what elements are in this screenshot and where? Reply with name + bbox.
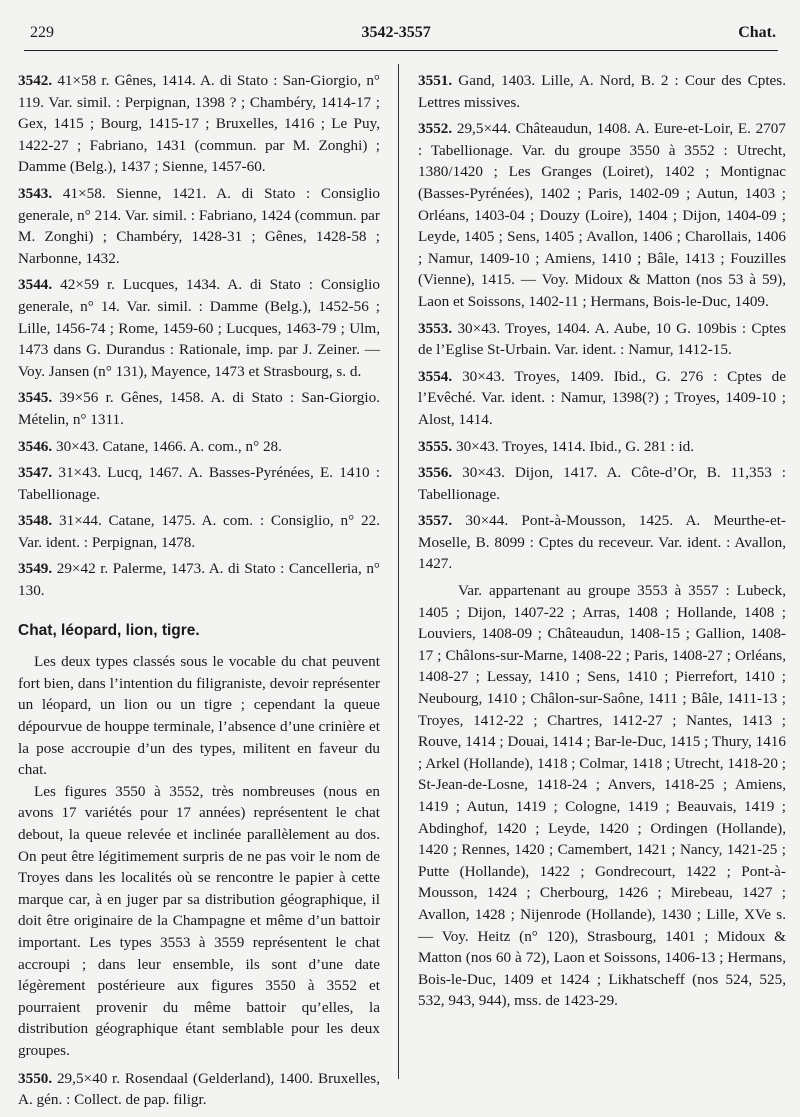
page-number: 229	[30, 24, 54, 41]
entry-3543	[18, 183, 380, 269]
entry-3549	[18, 558, 380, 601]
entry-number: 3551.	[418, 72, 453, 89]
entry-text: 29,5×44. Châteaudun, 1408. A. Eure-et-Loir, E. 2707 : Tabellionage. Var. du groupe 3550 à 3552 : Utrecht, 1380/1420 ; Les Granges (Loiret), 1402 ; Montignac (Basses-Pyrénées), 1402 ; Paris, 1402-09 ; Autun, 1403 ; Orléans, 1403-04 ; Douzy (Loire), 1404 ; Dijon, 1404-09 ; Leyde, 1405 ; Sens, 1405 ; Avallon, 1406 ; Charollais, 1406 ; Namur, 1409-10 ; Amiens, 1410 ; Bâle, 1413 ; Fouzilles (Vienne), 1415. — Voy. Midoux & Matton (nos 53 à 59), Laon et Soissons, 1402-11 ; Hermans, Bois-le-Duc, 1409.	[418, 120, 786, 310]
entry-3548	[18, 510, 380, 553]
entry-text: 42×59 r. Lucques, 1434. A. di Stato : Consiglio generale, n° 14. Var. simil. : Damme (Belg.), 1452-56 ; Lille, 1456-74 ; Rome, 1459-60 ; Lucques, 1463-79 ; Ulm, 1473 dans G. Durandus : Rationale, imp. par J. Zeiner. — Voy. Jansen (n° 131), Mayence, 1473 et Strasbourg, s. d.	[18, 276, 381, 380]
entry-number: 3554.	[418, 367, 453, 385]
entry-number: 3555.	[418, 437, 453, 455]
page-header	[30, 22, 776, 48]
entry-text: 31×44. Catane, 1475. A. com. : Consiglio, n° 22. Var. ident. : Perpignan, 1478.	[18, 512, 380, 551]
entry-3557	[418, 510, 786, 575]
right-entry-list	[418, 70, 786, 575]
entry-number: 3544.	[18, 276, 53, 294]
entry-text: 30×43. Troyes, 1409. Ibid., G. 276 : Cptes de l’Evêché. Var. ident. : Namur, 1398(?) ; Troyes, 1409-10 ; Alost, 1414.	[418, 367, 786, 428]
entry-number: 3550.	[18, 1069, 53, 1087]
variants-paragraph: Var. appartenant au groupe 3553 à 3557 : Lubeck, 1405 ; Dijon, 1407-22 ; Arras, 1408 ; Hollande, 1408 ; Louviers, 1408-09 ; Châteaudun, 1408-15 ; Gallion, 1408-17 ; Châlons-sur-Marne, 1408-22 ; Paris, 1408-27 ; Orléans, 1408-27 ; Lessay, 1410 ; Sens, 1410 ; Pierrefort, 1410 ; Neubourg, 1410 ; Châlon-sur-Saône, 1411 ; Bâle, 1411-13 ; Troyes, 1412-22 ; Chartres, 1412-27 ; Nantes, 1413 ; Rouve, 1414 ; Douai, 1414 ; Bar-le-Duc, 1415 ; Thury, 1416 ; Arkel (Hollande), 1418 ; Colmar, 1418 ; Utrecht, 1418-20 ; St-Jean-de-Losne, 1418-24 ; Anvers, 1418-25 ; Amiens, 1419 ; Autun, 1419 ; Cologne, 1419 ; Beauvais, 1419 ; Abdinghof, 1420 ; Leyde, 1420 ; Ordingen (Hollande), 1420 ; Rennes, 1420 ; Camembert, 1421 ; Nancy, 1421-25 ; Putte (Hollande), 1422 ; Gondrecourt, 1422 ; Pont-à-Mousson, 1424 ; Cherbourg, 1426 ; Mirebeau, 1427 ; Avallon, 1428 ; Nijenrode (Hollande), 1430 ; Lille, XVe s. — Voy. Heitz (n° 120), Strasbourg, 1401 ; Midoux & Matton (nos 60 à 72), Laon et Soissons, 1406-13 ; Hermans, Bois-le-Duc, 1409 et 1424 ; Likhatscheff (nos 524, 525, 532, 943, 944), mss. de 1423-29.	[418, 582, 786, 1010]
entry-3551	[418, 70, 786, 113]
intro-paragraph-2: Les figures 3550 à 3552, très nombreuses (nous en avons 17 variétés pour 17 années) représentent le chat debout, la queue relevée et inclinée parallèlement au dos. On peut être légitimement surpris de ne pas voir le nom de Troyes dans les localités où se rencontre le papier à cette marque car, à en juger par sa distribution géographique, il doit être originaire de la Champagne et même d’un battoir important. Les types 3553 à 3559 représentent le chat accroupi ; dans leur ensemble, ils sont d’une date légèrement postérieure aux figures 3550 à 3552 et pourraient provenir du même battoir qu’elles, la distribution géographique étant semblable pour les deux groupes.	[18, 782, 380, 1059]
entry-number: 3543.	[18, 184, 53, 202]
entry-3553	[418, 318, 786, 361]
entry-number: 3542.	[18, 72, 53, 89]
entry-text: 39×56 r. Gênes, 1458. A. di Stato : San-Giorgio. Mételin, n° 1311.	[18, 389, 381, 428]
entry-3547	[18, 462, 380, 505]
entry-3555	[418, 436, 786, 458]
entry-text: 30×43. Dijon, 1417. A. Côte-d’Or, B. 11,353 : Tabellionage.	[418, 464, 787, 503]
entry-number: 3552.	[418, 120, 453, 138]
entry-3550	[18, 1068, 380, 1111]
entry-text: Gand, 1403. Lille, A. Nord, B. 2 : Cour des Cptes. Lettres missives.	[418, 72, 787, 111]
right-column	[418, 70, 786, 1012]
entry-text: 30×43. Troyes, 1414. Ibid., G. 281 : id.	[455, 437, 695, 455]
left-entry-list	[18, 70, 380, 602]
section-title: Chat, léopard, lion, tigre.	[18, 621, 200, 639]
left-column	[18, 70, 380, 1116]
entry-number: 3556.	[418, 464, 453, 482]
entry-number: 3553.	[418, 319, 453, 337]
entry-3546	[18, 436, 380, 458]
entry-text: 31×43. Lucq, 1467. A. Basses-Pyrénées, E. 1410 : Tabellionage.	[18, 464, 381, 503]
entry-3545	[18, 387, 380, 430]
entry-3552	[418, 118, 786, 312]
entry-3544	[18, 274, 380, 382]
entry-3556	[418, 462, 786, 505]
entry-text: 29×42 r. Palerme, 1473. A. di Stato : Cancelleria, n° 130.	[18, 560, 381, 600]
entry-text: 29,5×40 r. Rosendaal (Gelderland), 1400. Bruxelles, A. gén. : Collect. de pap. filigr.	[18, 1069, 380, 1109]
intro-paragraph-1: Les deux types classés sous le vocable du chat peuvent fort bien, dans l’intention du filigraniste, devoir représenter un léopard, un lion ou un tigre ; cependant la queue dépourvue de houppe terminale, l’absence d’une crinière et la pose accroupie d’un des types, militent en faveur du chat.	[18, 653, 380, 779]
entry-number: 3545.	[18, 389, 53, 407]
entry-3542	[18, 70, 380, 178]
column-divider	[398, 64, 399, 1079]
entry-number: 3546.	[18, 437, 53, 455]
entry-range: 3542-3557	[361, 24, 431, 41]
header-rule	[24, 50, 778, 51]
entry-number: 3548.	[18, 512, 53, 530]
entry-text: 41×58. Sienne, 1421. A. di Stato : Consiglio generale, n° 214. Var. simil. : Fabriano, 1424 (commun. par M. Zonghi) ; Chambéry, 1428-31 ; Gênes, 1428-58 ; Narbonne, 1432.	[18, 184, 381, 267]
entry-text: 41×58 r. Gênes, 1414. A. di Stato : San-Giorgio, n° 119. Var. simil. : Perpignan, 1398 ? ; Chambéry, 1414-17 ; Gex, 1415 ; Bourg, 1415-17 ; Bruxelles, 1416 ; Le Puy, 1422-27 ; Fabriano, 1431 (commun. par M. Zonghi) ; Damme (Belg.), 1437 ; Sienne, 1457-60.	[18, 72, 380, 176]
entry-number: 3557.	[418, 512, 453, 530]
section-name: Chat.	[738, 24, 776, 41]
entry-text: 30×43. Catane, 1466. A. com., n° 28.	[55, 437, 282, 455]
entry-number: 3547.	[18, 464, 53, 482]
entry-text: 30×43. Troyes, 1404. A. Aube, 10 G. 109bis : Cptes de l’Eglise St-Urbain. Var. ident. : Namur, 1412-15.	[418, 319, 787, 359]
entry-text: 30×44. Pont-à-Mousson, 1425. A. Meurthe-et-Moselle, B. 8099 : Cptes du receveur. Var. ident. : Avallon, 1427.	[418, 512, 786, 573]
entry-3554	[418, 366, 786, 431]
entry-number: 3549.	[18, 560, 53, 578]
